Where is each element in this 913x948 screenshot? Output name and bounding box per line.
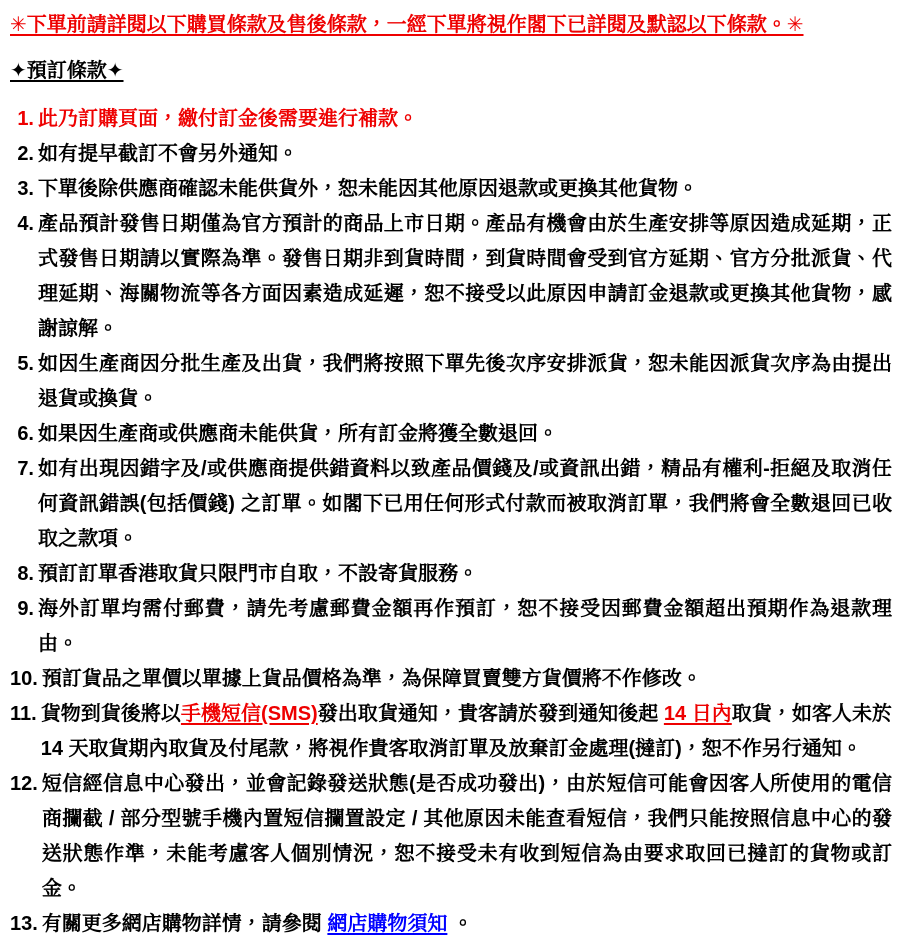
term-item-1 — [10, 102, 892, 137]
sms-highlight: 手機短信(SMS) — [180, 703, 318, 725]
term-text — [42, 907, 892, 942]
term-number: 1. — [17, 108, 34, 130]
term-item-13 — [10, 907, 892, 942]
term-item-6 — [10, 417, 892, 452]
term-number: 7. — [17, 458, 34, 480]
term-item-8 — [10, 557, 892, 592]
term-number: 8. — [17, 563, 34, 585]
term-item-11 — [10, 697, 892, 767]
term-item-12 — [10, 767, 892, 907]
term-number: 12. — [10, 773, 38, 795]
term-number: 4. — [17, 213, 34, 235]
term-text: 如有提早截訂不會另外通知。 — [38, 143, 298, 165]
term-item-2 — [10, 137, 892, 172]
term-text-segment: 有關更多網店購物詳情，請參閱 — [41, 913, 328, 935]
term-number: 9. — [17, 598, 34, 620]
term-text: 產品預計發售日期僅為官方預計的商品上市日期。產品有機會由於生產安排等原因造成延期，正式發售日期請以實際為準。發售日期非到貨時間，到貨時間會受到官方延期、官方分批派貨、代理延期、海關物流等各方面因素造成延遲，恕不接受以此原因申請訂金退款或更換其他貨物，感謝諒解。 — [38, 213, 892, 340]
section-title-preorder-terms: ✦預訂條款✦ — [10, 60, 124, 82]
term-number: 13. — [10, 913, 38, 935]
term-text: 如因生產商因分批生產及出貨，我們將按照下單先後次序安排派貨，恕未能因派貨次序為由提出退貨或換貨。 — [38, 353, 892, 410]
term-text-segment: 取貨，如客人未於 14 天取貨期內取貨及付尾款，將視作貴客取消訂單及放棄訂金處理(撻訂)，恕不作另行通知。 — [40, 703, 892, 760]
term-text-segment: 發出取貨通知，貴客請於發到通知後起 — [317, 703, 664, 725]
shop-guide-link[interactable]: 網店購物須知 — [327, 913, 448, 935]
term-item-5 — [10, 347, 892, 417]
term-text: 預訂貨品之單價以單據上貨品價格為準，為保障買賣雙方貨價將不作修改。 — [41, 668, 702, 690]
term-item-3 — [10, 172, 892, 207]
term-text: 短信經信息中心發出，並會記錄發送狀態(是否成功發出)，由於短信可能會因客人所使用的電信商攔截 / 部分型號手機內置短信攔置設定 / 其他原因未能查看短信，我們只能按照信息中心的發送狀態作準，未能考慮客人個別情況，恕不接受未有收到短信為由要求取回已撻訂的貨物或訂金。 — [41, 773, 892, 900]
term-item-10 — [10, 662, 892, 697]
term-text: 如有出現因錯字及/或供應商提供錯資料以致產品價錢及/或資訊出錯，精品有權利-拒絕及取消任何資訊錯誤(包括價錢) 之訂單。如閣下已用任何形式付款而被取消訂單，我們將會全數退回已收取之款項。 — [38, 458, 892, 550]
term-text: 預訂訂單香港取貨只限門市自取，不設寄貨服務。 — [38, 563, 478, 585]
term-number: 10. — [10, 668, 38, 690]
warning-header: ✳下單前請詳閱以下購買條款及售後條款，一經下單將視作閣下已詳閱及默認以下條款。✳ — [10, 14, 804, 36]
term-text: 海外訂單均需付郵費，請先考慮郵費金額再作預訂，恕不接受因郵費金額超出預期作為退款理由。 — [38, 598, 892, 655]
term-text: 此乃訂購頁面，繳付訂金後需要進行補款。 — [38, 108, 418, 130]
terms-list — [10, 102, 892, 942]
pickup-deadline-highlight: 14 日內 — [663, 703, 732, 725]
term-text: 下單後除供應商確認未能供貨外，恕未能因其他原因退款或更換其他貨物。 — [38, 178, 698, 200]
term-number: 11. — [10, 703, 37, 725]
term-text — [41, 697, 892, 767]
term-text-segment: 貨物到貨後將以 — [40, 703, 181, 725]
term-number: 5. — [17, 353, 34, 375]
term-item-9 — [10, 592, 892, 662]
term-number: 6. — [17, 423, 34, 445]
term-item-7 — [10, 452, 892, 557]
term-number: 2. — [17, 143, 34, 165]
term-text: 如果因生產商或供應商未能供貨，所有訂金將獲全數退回。 — [38, 423, 558, 445]
term-text-segment: 。 — [447, 913, 473, 935]
term-number: 3. — [17, 178, 34, 200]
term-item-4 — [10, 207, 892, 347]
